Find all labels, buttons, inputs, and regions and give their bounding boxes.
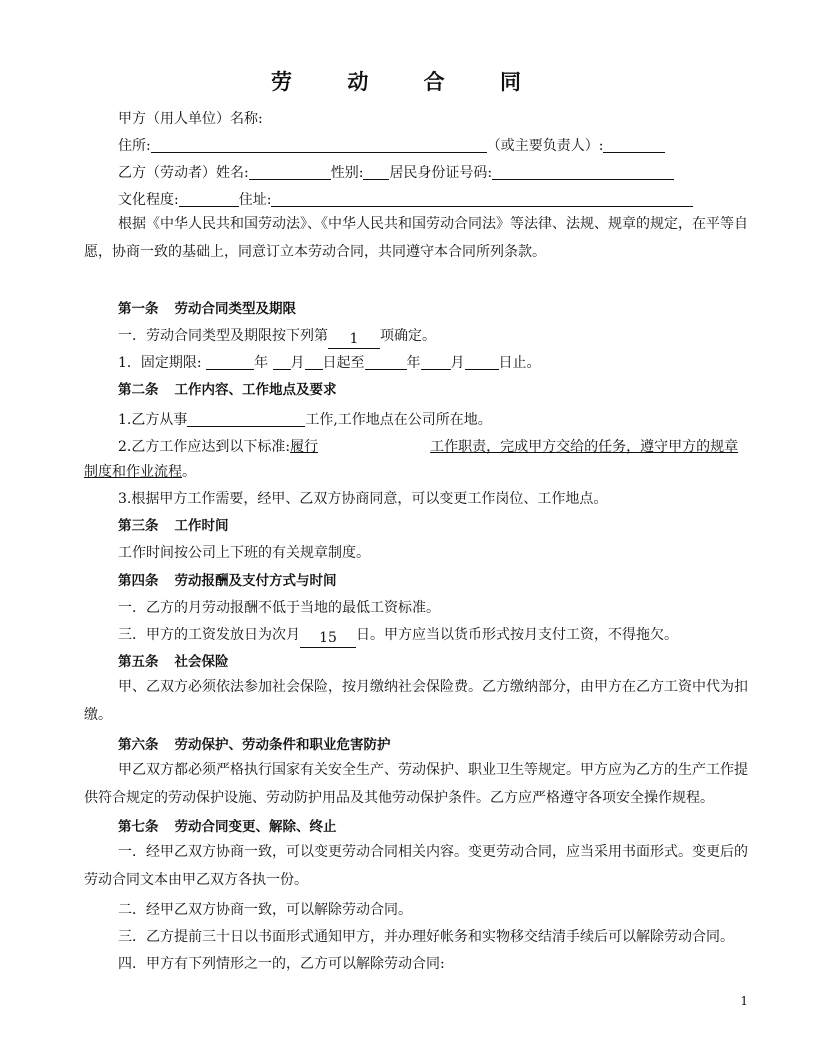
gender-label: 性别: [330, 165, 364, 181]
address-line [118, 136, 748, 156]
article6-title: 劳动保护、劳动条件和职业危害防护 [174, 737, 391, 753]
address-label: 住所: [118, 138, 151, 154]
work-standard-field[interactable] [290, 439, 738, 455]
party-a-label: 甲方（用人单位）名称: [118, 111, 263, 127]
article7-heading [118, 817, 337, 837]
article1-number: 第一条 [118, 301, 159, 317]
article5-title: 社会保险 [174, 654, 229, 670]
article2-item1-end: 工作,工作地点在公司所在地。 [305, 412, 492, 428]
job-position-blank[interactable] [187, 410, 305, 427]
work-standard-end: 。 [182, 464, 196, 480]
id-blank[interactable] [492, 163, 674, 180]
intro-paragraph: 根据《中华人民共和国劳动法》、《中华人民共和国劳动合同法》等法律、法规、规章的规定，在平等自愿，协商一致的基础上，同意订立本劳动合同，共同遵守本合同所列条款。 [84, 216, 748, 260]
article3-text: 工作时间按公司上下班的有关规章制度。 [118, 545, 370, 561]
article1-item1-text: 一．劳动合同类型及期限按下列第 [118, 328, 328, 344]
year-label: 年 [254, 355, 269, 371]
principal-label: （或主要负责人）: [486, 138, 604, 154]
article2-item3: 3.根据甲方工作需要，经甲、乙双方协商同意，可以变更工作岗位、工作地点。 [118, 491, 608, 507]
article7-item1: 一．经甲乙双方协商一致，可以变更劳动合同相关内容。变更劳动合同，应当采用书面形式。变更后的劳动合同文本由甲乙双方各执一份。 [84, 844, 748, 888]
party-b-name-label: 乙方（劳动者）姓名: [118, 165, 249, 181]
article1-heading [118, 299, 296, 319]
article3-title: 工作时间 [174, 518, 229, 534]
end-month-blank[interactable] [421, 353, 451, 370]
article7-title: 劳动合同变更、解除、终止 [174, 819, 337, 835]
article4-item3 [118, 625, 748, 648]
end-month-label: 月 [450, 355, 465, 371]
work-standard-cont: 制度和作业流程 [84, 464, 182, 480]
end-year-label: 年 [406, 355, 421, 371]
article7-number: 第七条 [118, 819, 159, 835]
article1-item1-end: 项确定。 [380, 328, 436, 344]
article1-title: 劳动合同类型及期限 [174, 301, 296, 317]
article2-item1 [118, 410, 748, 430]
article4-title: 劳动报酬及支付方式与时间 [174, 573, 337, 589]
article4-item1: 一．乙方的月劳动报酬不低于当地的最低工资标准。 [118, 600, 440, 616]
article4-number: 第四条 [118, 573, 159, 589]
party-b-name-blank[interactable] [249, 163, 331, 180]
page-number: 1 [740, 994, 748, 1008]
contract-type-field[interactable]: 1 [328, 331, 380, 349]
article2-item2 [118, 437, 756, 457]
start-month-blank[interactable] [273, 353, 291, 370]
article5-number: 第五条 [118, 654, 159, 670]
article4-item3-end: 日。甲方应当以货币形式按月支付工资，不得拖欠。 [356, 627, 678, 643]
work-standard-text: 工作职责，完成甲方交给的任务，遵守甲方的规章 [430, 439, 739, 455]
party-b-line [118, 163, 748, 183]
article2-item1-text: 1.乙方从事 [118, 412, 188, 428]
article7-item2: 二．经甲乙双方协商一致，可以解除劳动合同。 [118, 902, 412, 918]
b-address-blank[interactable] [271, 190, 693, 207]
article1-item1 [118, 326, 748, 349]
fixed-term-label: 1．固定期限: [118, 355, 202, 371]
id-label: 居民身份证号码: [389, 165, 493, 181]
article2-heading [118, 380, 337, 400]
article5-text: 甲、乙双方必须依法参加社会保险，按月缴纳社会保险费。乙方缴纳部分，由甲方在乙方工资中代为扣缴。 [84, 679, 748, 723]
article5-heading [118, 652, 229, 672]
article2-number: 第二条 [118, 382, 159, 398]
document-title: 劳 动 合 同 [271, 70, 545, 94]
education-line [118, 190, 748, 210]
article3-number: 第三条 [118, 518, 159, 534]
gender-blank[interactable] [363, 163, 389, 180]
education-blank[interactable] [179, 190, 239, 207]
article6-text: 甲乙双方都必须严格执行国家有关安全生产、劳动保护、职业卫生等规定。甲方应为乙方的生产工作提供符合规定的劳动保护设施、劳动防护用品及其他劳动保护条件。乙方应严格遵守各项安全操作规程。 [84, 762, 748, 806]
day-from-label: 日起至 [322, 355, 365, 371]
article2-item2-text: 2.乙方工作应达到以下标准: [118, 439, 291, 455]
article4-heading [118, 571, 337, 591]
party-a-line [118, 109, 748, 129]
address-blank[interactable] [151, 136, 487, 153]
article6-number: 第六条 [118, 737, 159, 753]
article2-item2-cont [84, 462, 748, 482]
end-year-blank[interactable] [365, 353, 407, 370]
principal-blank[interactable] [603, 136, 665, 153]
article2-title: 工作内容、工作地点及要求 [174, 382, 337, 398]
start-year-blank[interactable] [206, 353, 254, 370]
b-address-label: 住址: [238, 192, 272, 208]
day-end-label: 日止。 [498, 355, 541, 371]
article7-item4: 四．甲方有下列情形之一的，乙方可以解除劳动合同: [118, 956, 445, 972]
start-day-blank[interactable] [305, 353, 323, 370]
article7-item3: 三．乙方提前三十日以书面形式通知甲方，并办理好帐务和实物移交结清手续后可以解除劳动合同。 [118, 929, 734, 945]
payday-field[interactable]: 15 [300, 630, 356, 648]
end-day-blank[interactable] [465, 353, 499, 370]
work-standard-fill: 履行 [290, 439, 319, 455]
month-label: 月 [290, 355, 305, 371]
article6-heading [118, 735, 391, 755]
article1-item2 [118, 353, 748, 373]
education-label: 文化程度: [118, 192, 179, 208]
article3-heading [118, 516, 229, 536]
article4-item3-text: 三．甲方的工资发放日为次月 [118, 627, 300, 643]
